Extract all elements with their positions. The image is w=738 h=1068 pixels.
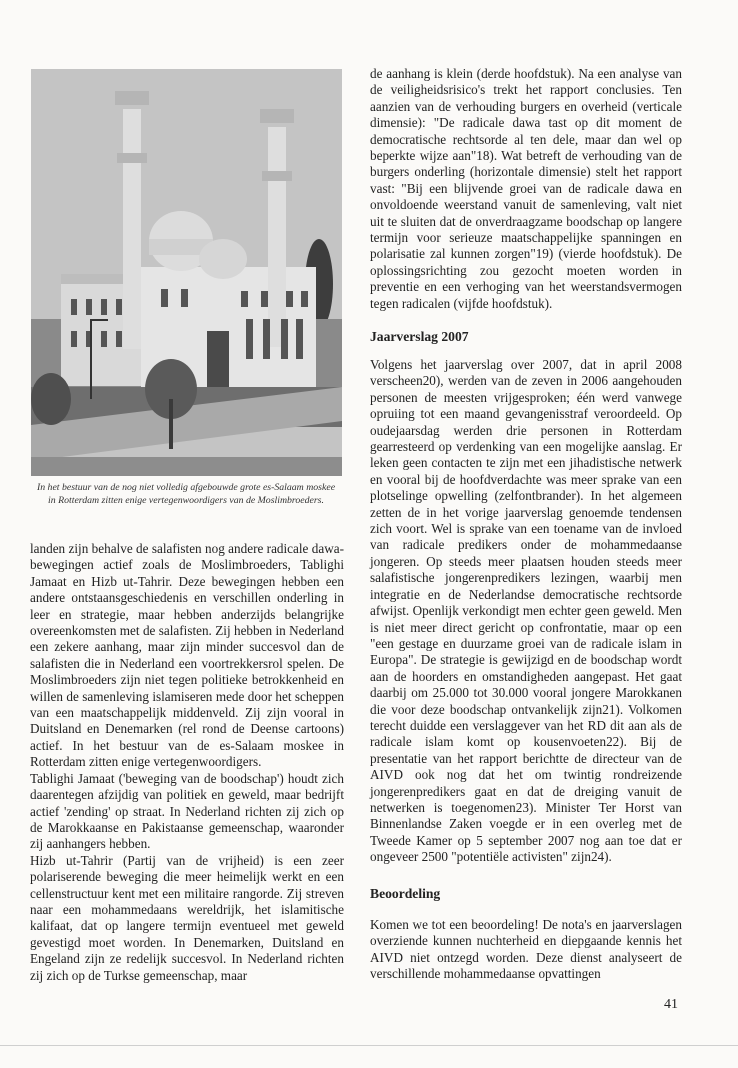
- mosque-illustration: [31, 69, 342, 476]
- photo-caption: In het bestuur van de nog niet volledig afgebouwde grote es-Salaam moskee in Rotterdam zitten enige vertegenwoordigers van de Moslimbroeders.: [36, 482, 336, 506]
- left-paragraph: Tablighi Jamaat ('beweging van de boodschap') houdt zich daarentegen afzijdig van politiek en geweld, maar bedrijft actief 'zending' op straat. In Nederland richten zij zich op de Marokkaanse en Pakistaanse gemeenschap, waaronder zij aanhangers hebben.: [30, 770, 344, 852]
- left-paragraph: landen zijn behalve de salafisten nog andere radicale dawa-bewegingen actief zoals de Moslimbroeders, Tablighi Jamaat en Hizb ut-Tahrir. Deze bewegingen hebben een andere ontstaansgeschiedenis en verschillen onderling in leer en strategie, maar hebben anderzijds belangrijke overeenkomsten met de salafisten. Zij hebben in Nederland een zekere aanhang, maar zijn minder succesvol dan de salafisten die in Nederland een voortrekkersrol spelen. De Moslimbroeders zijn niet tegen politieke betrokkenheid en willen de samenleving islamiseren mede door het scheppen van een maatschappelijk middenveld. Zij zijn vooral in Duitsland en Denemarken (rel rond de Deense cartoons) actief. In het bestuur van de es-Salaam moskee in Rotterdam zitten enige vertegenwoordigers.: [30, 541, 344, 770]
- section-heading-jaarverslag: Jaarverslag 2007: [370, 329, 469, 344]
- jaarverslag-paragraph: Volgens het jaarverslag over 2007, dat in april 2008 verscheen20), werden van de zeven in 2006 aangehouden personen de meesten vrijgesproken; één werd vanwege opruiing tot een maand gevangenisstraf veroordeeld. Op oudejaarsdag werden drie personen in Rotterdam gearresteerd op verdenking van een mogelijke aanslag. Er leken geen contacten te zijn met een jihadistische netwerk en vooral bij de hoofdverdachte was meer sprake van een plotselinge opwelling (zelfontbrander). In het algemeen zetten de in het vorige jaarverslag genoemde tendensen zich voort. Wel is sprake van een toename van de invloed van radicale predikers onder de mohammedaanse jongeren. Op steeds meer plaatsen houden steeds meer salafistische jongerenpredikers lezingen, waarbij men integratie en de Nederlandse democratische rechtsorde afwijst. Openlijk verkondigt men echter geen geweld. Men is niet meer direct gericht op confrontatie, maar op een "een gestage en duurzame groei van de radicale islam in Europa". De strategie is gewijzigd en de boodschap wordt aan de hoorders en omstandigheden aangepast. Het gaat daarbij om 25.000 tot 30.000 vooral jongere Marokkanen die voor deze boodschap ontvankelijk zijn21). Volkomen terecht duidde een verslaggever van het RD dit aan als de radicale islam komt op kousenvoeten22). Bij de presentatie van het rapport berichtte de directeur van de AIVD ook nog dat het om twintig rondreizende jongerenpredikers gaat en dat de dreiging vanuit de netwerken is toegenomen23). Minister Ter Horst van Binnenlandse Zaken voegde er in een overleg met de Tweede Kamer op 5 september 2007 nog aan toe dat er ongeveer 2500 "potentiële activisten" zijn24).: [370, 357, 682, 865]
- right-column-jaarverslag: [370, 357, 682, 866]
- section-heading-beoordeling: Beoordeling: [370, 886, 441, 901]
- right-top-paragraph: de aanhang is klein (derde hoofdstuk). Na een analyse van de veiligheidsrisico's trekt het rapport conclusies. Ten aanzien van de verhouding burgers en overheid (verticale dimensie): "De radicale dawa tast op dit moment de democratische rechtsorde al ten dele, maar dan wel op beperkte wijze aan"18). Wat betreft de verhouding van de burgers onderling (horizontale dimensie) stelt het rapport vast: "Bij een blijvende groei van de radicale dawa en onvoldoende weerstand vanuit de samenleving, valt niet uit te sluiten dat de onverdraagzame boodschap op langere termijn voor serieuze maatschappelijke spanningen en polarisatie zal kunnen zorgen"19) (vierde hoofdstuk). De oplossingsrichting zou gezocht moeten worden in preventie en een verhoging van het weerstandsvermogen tegen radicalen (vijfde hoofdstuk).: [370, 66, 682, 311]
- page-number: 41: [664, 997, 678, 1012]
- beoordeling-paragraph: Komen we tot een beoordeling! De nota's en jaarverslagen overziende kunnen nuchterheid en diepgaande kennis het AIVD niet ontzegd worden. Deze dienst analyseert de verschillende mohammedaanse opvattingen: [370, 917, 682, 982]
- left-paragraph: Hizb ut-Tahrir (Partij van de vrijheid) is een zeer polariserende beweging die meer heimelijk werkt en een cellenstructuur kent met een militaire rangorde. Zij streven naar een mohammedaans wereldrijk, het islamitische kalifaat, dat op langere termijn eventueel met geweld gevestigd moet worden. In Denemarken, Duitsland en Engeland zijn ze redelijk succesvol. In Nederland richten zij zich op de Turkse gemeenschap, maar: [30, 852, 344, 983]
- page-edge: [0, 1045, 738, 1046]
- mosque-photo: [31, 69, 342, 476]
- right-column-beoordeling: [370, 917, 682, 983]
- right-column-top: [370, 66, 682, 312]
- left-column: [30, 541, 344, 984]
